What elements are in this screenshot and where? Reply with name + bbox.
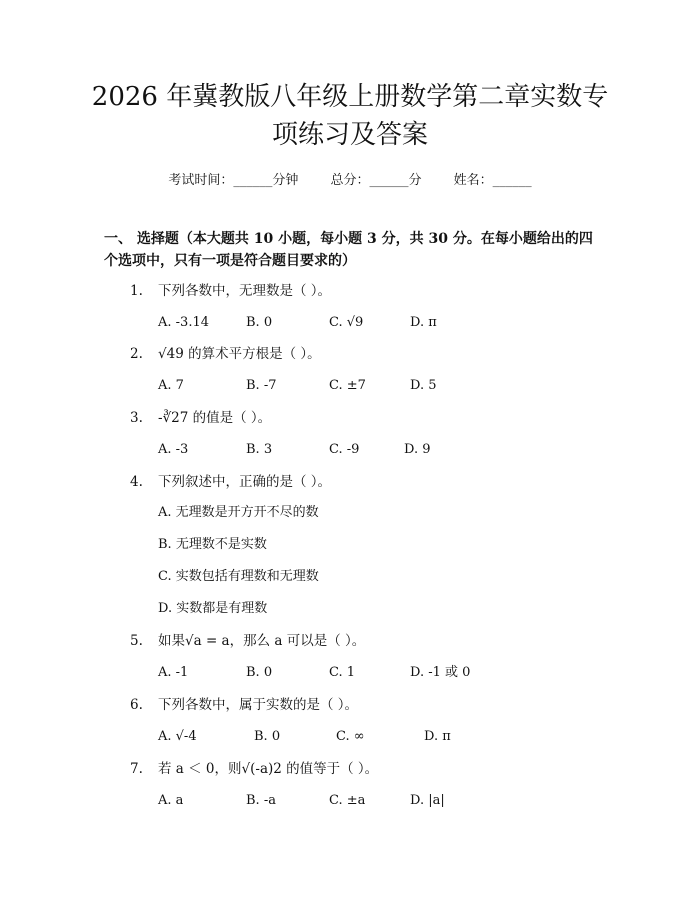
section-1-heading: 一、 选择题（本大题共 10 小题，每小题 3 分，共 30 分。在每小题给出的四个选项中，只有一项是符合题目要求的） <box>104 231 593 269</box>
option-a: A. a <box>158 793 184 808</box>
question-stem: 下列各数中，属于实数的是（ ）。 <box>158 697 359 713</box>
question-5 <box>130 632 365 650</box>
option-d: D. 5 <box>410 378 437 393</box>
question-4-option-a: A. 无理数是开方开不尽的数 <box>158 505 319 520</box>
question-stem: √49 的算术平方根是（ ）。 <box>158 346 321 362</box>
question-4 <box>130 473 331 491</box>
option-c: C. ±7 <box>329 378 366 393</box>
question-1 <box>130 282 331 300</box>
question-2 <box>130 345 321 363</box>
option-d: D. -1 或 0 <box>410 665 471 680</box>
option-b: B. 0 <box>254 729 281 744</box>
exam-time-label: 考试时间：______分钟 <box>168 173 299 188</box>
option-b: B. -7 <box>246 378 277 393</box>
question-stem: 如果√a = a，那么 a 可以是（ ）。 <box>158 633 366 649</box>
question-stem: 若 a ＜ 0，则√(-a)2 的值等于（ ）。 <box>158 761 379 777</box>
student-name-label: 姓名：______ <box>453 173 532 188</box>
option-c: C. ∞ <box>336 729 365 744</box>
option-b: B. 0 <box>246 315 273 330</box>
question-3 <box>130 409 271 427</box>
question-stem: 下列叙述中，正确的是（ ）。 <box>158 474 332 490</box>
question-number: 1. <box>130 283 143 299</box>
option-c: C. ±a <box>329 793 366 808</box>
question-number: 6. <box>130 697 143 713</box>
question-number: 5. <box>130 633 143 649</box>
document-title-line-2: 项练习及答案 <box>271 120 428 150</box>
question-7 <box>130 760 378 778</box>
question-6 <box>130 696 358 714</box>
option-a: A. -3 <box>158 442 189 457</box>
question-stem: -∛27 的值是（ ）。 <box>158 410 272 426</box>
option-a: A. 7 <box>158 378 184 393</box>
option-c: C. 1 <box>329 665 356 680</box>
option-a: A. -1 <box>158 665 189 680</box>
option-d: D. π <box>410 315 437 330</box>
question-number: 4. <box>130 474 143 490</box>
option-b: B. 3 <box>246 442 273 457</box>
option-b: B. 0 <box>246 665 273 680</box>
question-4-option-b: B. 无理数不是实数 <box>158 537 267 552</box>
option-a: A. √-4 <box>158 729 197 744</box>
question-stem: 下列各数中，无理数是（ ）。 <box>158 283 332 299</box>
option-d: D. |a| <box>410 793 445 808</box>
document-title-line-1: 2026 年冀教版八年级上册数学第二章实数专 <box>91 82 609 112</box>
question-4-option-d: D. 实数都是有理数 <box>158 601 268 616</box>
question-number: 7. <box>130 761 143 777</box>
option-d: D. 9 <box>404 442 431 457</box>
option-c: C. √9 <box>329 315 364 330</box>
option-c: C. -9 <box>329 442 360 457</box>
question-number: 3. <box>130 410 143 426</box>
option-a: A. -3.14 <box>158 315 209 330</box>
option-d: D. π <box>424 729 451 744</box>
total-score-label: 总分：______分 <box>330 173 422 188</box>
exam-info-row <box>0 169 700 188</box>
option-b: B. -a <box>246 793 276 808</box>
question-number: 2. <box>130 346 143 362</box>
question-4-option-c: C. 实数包括有理数和无理数 <box>158 569 319 584</box>
